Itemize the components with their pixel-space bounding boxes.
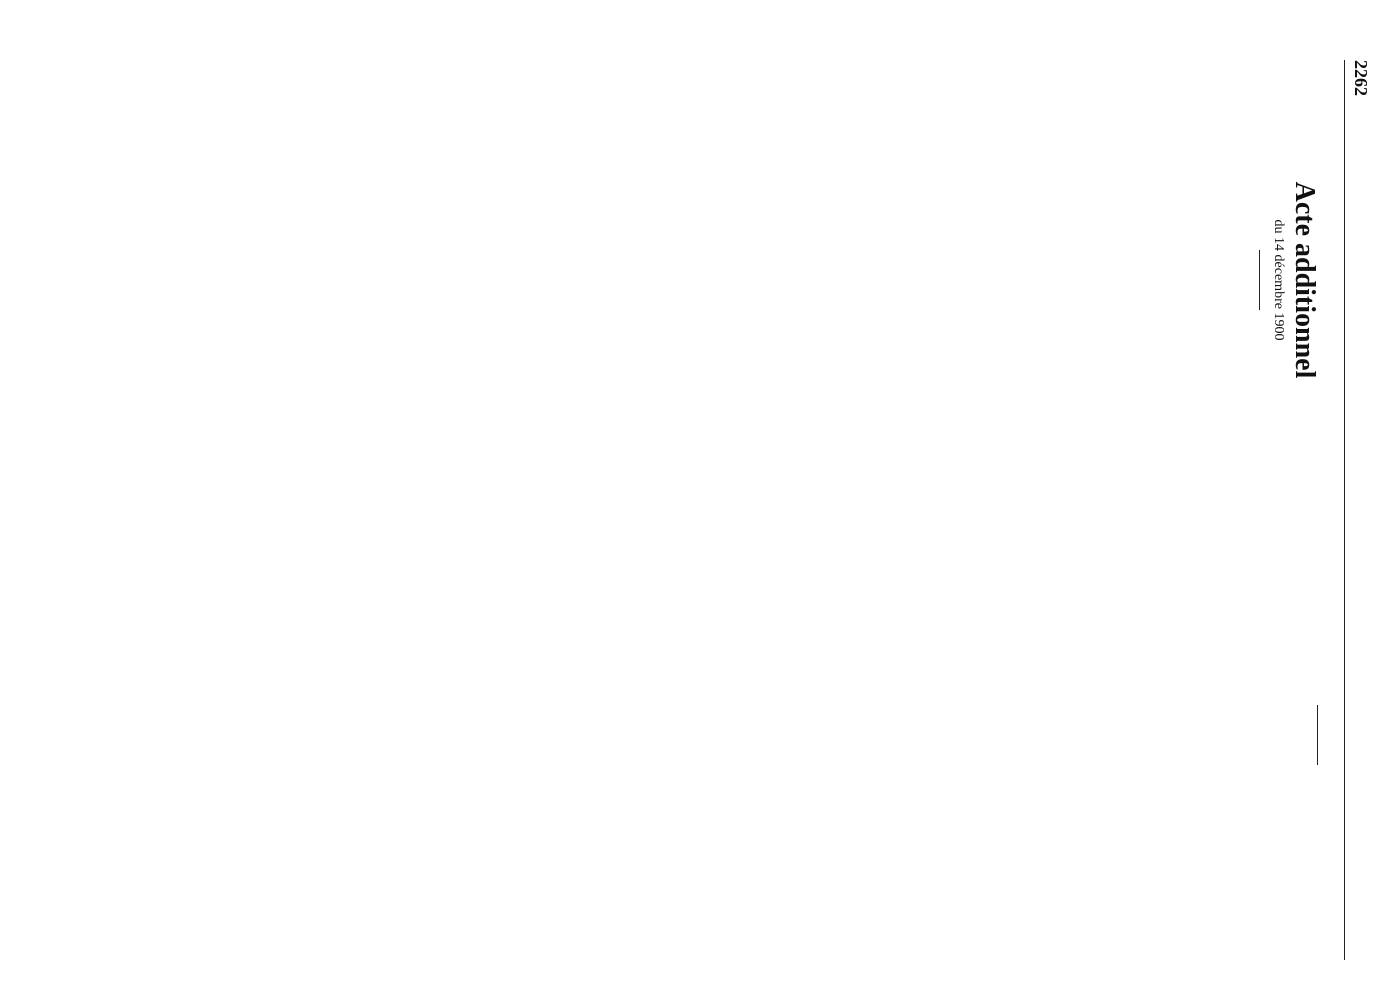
french-title: Acte additionnel (1289, 181, 1320, 379)
title-rule (1317, 705, 1318, 765)
header-rule (1344, 60, 1345, 960)
title-rule (1259, 250, 1260, 310)
running-header (1350, 60, 1371, 960)
digitization-credit (4, 600, 18, 990)
french-column (113, 60, 1328, 500)
page-number: 2262 (1351, 60, 1371, 96)
french-date: du 14 décembre 1900 (1271, 219, 1286, 341)
german-column (113, 520, 1328, 950)
